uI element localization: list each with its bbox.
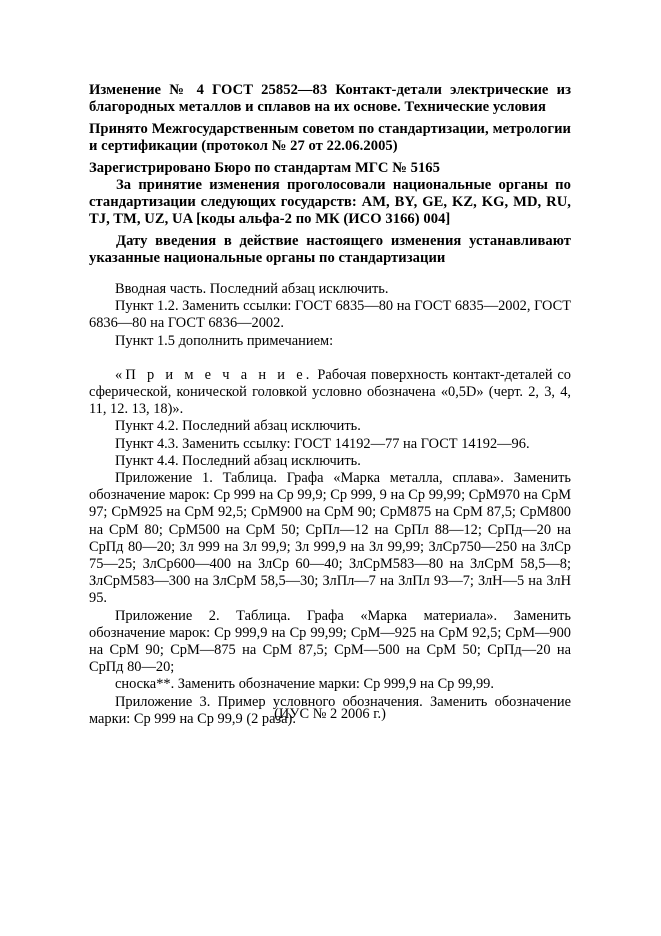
paragraph-4-2: Пункт 4.2. Последний абзац исключить. xyxy=(115,418,361,435)
paragraph-4-4: Пункт 4.4. Последний абзац исключить. xyxy=(115,452,361,469)
effective-date-note: Дату введения в действие настоящего изменения устанавливают указанные национальные органы по стандартизации xyxy=(89,233,571,266)
amendment-title: Изменение № 4 ГОСТ 25852—83 Контакт-детали электрические из благородных металлов и сплавов на их основе. Технические условия xyxy=(89,82,571,115)
registered-by: Зарегистрировано Бюро по стандартам МГС № 5165 xyxy=(89,160,440,176)
ius-reference: (ИУС № 2 2006 г.) xyxy=(274,706,386,722)
amendment-body xyxy=(89,281,571,728)
adopted-by: Принято Межгосударственным советом по стандартизации, метрологии и сертификации (протокол № 27 от 22.06.2005) xyxy=(89,121,571,154)
paragraph-appendix-3: Приложение 3. Пример условного обозначения. Заменить обозначение марки: Ср 999 на Ср 99,9 (2 раза). xyxy=(89,693,571,727)
paragraph-intro: Вводная часть. Последний абзац исключить. xyxy=(115,281,389,297)
paragraph-appendix-2: Приложение 2. Таблица. Графа «Марка материала». Заменить обозначение марок: Ср 999,9 на Ср 99,99; СрМ—925 на СрМ 92,5; СрМ—900 на СрМ 90; СрМ—875 на СрМ 87,5; СрМ—500 на СрМ 50; СрПд—20 на СрПд 80—20; xyxy=(89,607,571,676)
voting-states: За принятие изменения проголосовали национальные органы по стандартизации следующих государств: AM, BY, GE, KZ, KG, MD, RU, TJ, TM, UZ, UA [коды альфа-2 по МК (ИСО 3166) 004] xyxy=(89,177,571,227)
note-paragraph xyxy=(89,367,571,419)
note-label: «П р и м е ч а н и е. xyxy=(115,366,313,383)
paragraph-1-5: Пункт 1.5 дополнить примечанием: xyxy=(115,332,334,349)
note-text: Рабочая поверхность контакт-деталей со сферической, конической головкой условно обозначена «0,5D» (черт. 2, 3, 4, 11, 12. 13, 18)». xyxy=(89,366,571,418)
paragraph-appendix-1: Приложение 1. Таблица. Графа «Марка металла, сплава». Заменить обозначение марок: Ср 999 на Ср 99,9; Ср 999, 9 на Ср 99,99; СрМ970 на СрМ 97; СрМ925 на СрМ 92,5; СрМ900 на СрМ 90; СрМ875 на СрМ 87,5; СрМ800 на СрМ 80; СрМ500 на СрМ 50; СрПл—12 на СрПл 88—12; СрПд—20 на СрПд 80—20; Зл 999 на Зл 99,9; Зл 999,9 на Зл 99,99; ЗлСр750—250 на ЗлСр 75—25; ЗлСр600—400 на ЗлСр 60—40; ЗлСрМ583—80 на ЗлСрМ 58,5—8; ЗлСрМ583—300 на ЗлСрМ 58,5—30; ЗлПл—7 на ЗлПл 93—7; ЗлН—5 на ЗлН 95. xyxy=(89,470,571,607)
paragraph-1-2: Пункт 1.2. Заменить ссылки: ГОСТ 6835—80 на ГОСТ 6835—2002, ГОСТ 6836—80 на ГОСТ 6836—2002. xyxy=(89,298,571,332)
paragraph-footnote: сноска**. Заменить обозначение марки: Ср 999,9 на Ср 99,99. xyxy=(115,676,494,693)
document-page xyxy=(89,82,571,728)
paragraph-4-3: Пункт 4.3. Заменить ссылку: ГОСТ 14192—77 на ГОСТ 14192—96. xyxy=(115,435,530,452)
amendment-header xyxy=(89,82,571,267)
